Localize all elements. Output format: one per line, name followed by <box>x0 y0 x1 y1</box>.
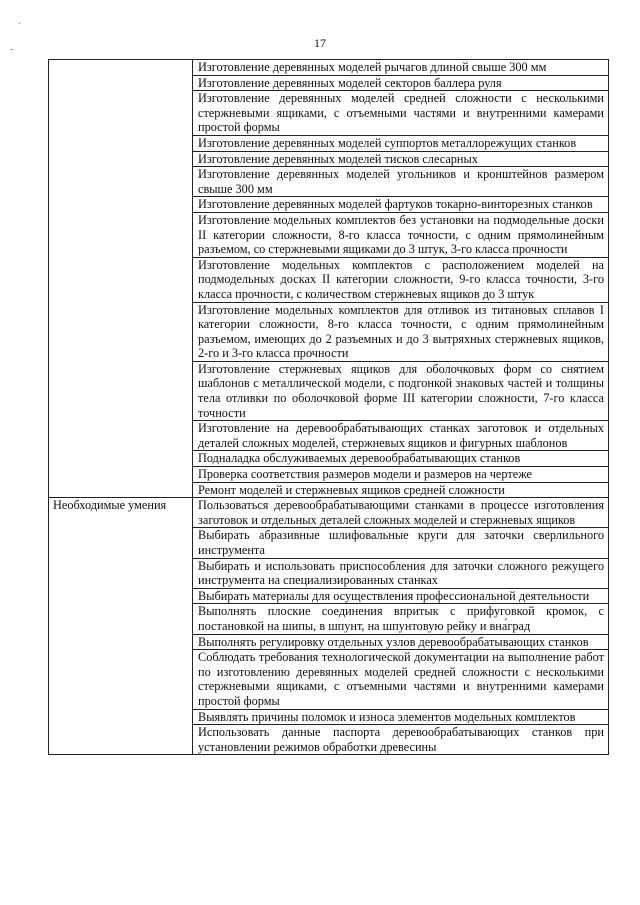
table-cell: Ремонт моделей и стержневых ящиков средней сложности <box>193 482 609 498</box>
table-cell: Проверка соответствия размеров модели и размеров на чертеже <box>193 467 609 483</box>
table-cell: Изготовление на деревообрабатывающих станках заготовок и отдельных деталей сложных моделей, стержневых ящиков и фигурных шаблонов <box>193 421 609 451</box>
table-cell: Изготовление деревянных моделей угольников и кронштейнов размером свыше 300 мм <box>193 167 609 197</box>
table-body <box>49 60 609 755</box>
table-cell: Выполнять плоские соединения впритык с прифуговкой кромок, с постановкой на шипы, в шпунт, на шпунтовую рейку и вна́град <box>193 604 609 634</box>
table-cell: Изготовление деревянных моделей суппортов металлорежущих станков <box>193 135 609 151</box>
table-cell: Изготовление модельных комплектов без установки на подмодельные доски II категории сложности, 8-го класса точности, с одним прямолинейным разъемом, со стержневыми ящиками до 3 штук, 3-го класса прочности <box>193 212 609 257</box>
table-cell: Выбирать материалы для осуществления профессиональной деятельности <box>193 588 609 604</box>
table-cell: Изготовление деревянных моделей рычагов длиной свыше 300 мм <box>193 60 609 76</box>
table-cell: Выявлять причины поломок и износа элементов модельных комплектов <box>193 709 609 725</box>
table-cell: Изготовление деревянных моделей тисков слесарных <box>193 151 609 167</box>
table-cell: Выбирать и использовать приспособления для заточки сложного режущего инструмента на специализированных станках <box>193 558 609 588</box>
table-cell: Использовать данные паспорта деревообрабатывающих станков при установлении режимов обработки древесины <box>193 725 609 755</box>
table-row <box>49 498 609 528</box>
table-cell: Пользоваться деревообрабатывающими станками в процессе изготовления заготовок и отдельных деталей сложных моделей и стержневых ящиков <box>193 498 609 528</box>
table-cell: Выбирать абразивные шлифовальные круги для заточки сверлильного инструмента <box>193 528 609 558</box>
table-cell: Изготовление деревянных моделей секторов баллера руля <box>193 75 609 91</box>
page-number: 17 <box>314 36 326 50</box>
section-label: Необходимые умения <box>49 498 193 755</box>
table-row <box>49 60 609 76</box>
competency-table <box>48 59 609 755</box>
table-cell: Изготовление модельных комплектов для отливок из титановых сплавов I категории сложности, 8-го класса точности, с одним прямолинейным разъемом, имеющих до 2 разъемных и до 3 вытряхных стержневых ящиков, 2-го и 3-го класса прочности <box>193 302 609 361</box>
scan-mark: . <box>18 16 21 27</box>
table-cell: Выполнять регулировку отдельных узлов деревообрабатывающих станков <box>193 634 609 650</box>
table-cell: Соблюдать требования технологической документации на выполнение работ по изготовлению деревянных моделей средней сложности с несколькими стержневыми ящиками, с отъемными частями и внутренними камерами простой формы <box>193 650 609 709</box>
table-cell: Подналадка обслуживаемых деревообрабатывающих станков <box>193 451 609 467</box>
section-label <box>49 60 193 498</box>
table-cell: Изготовление деревянных моделей фартуков токарно-винторезных станков <box>193 197 609 213</box>
scan-mark: - <box>10 44 14 55</box>
table-cell: Изготовление стержневых ящиков для оболочковых форм со снятием шаблонов с металлической модели, с подгонкой знаковых частей и толщины тела отливки по оболочковой форме III категории сложности, 7-го класса точности <box>193 361 609 420</box>
table-cell: Изготовление деревянных моделей средней сложности с несколькими стержневыми ящиками, с отъемными частями и внутренними камерами простой формы <box>193 91 609 136</box>
table-cell: Изготовление модельных комплектов с расположением моделей на подмодельных досках II категории сложности, 9-го класса точности, 3-го класса прочности, с количеством стержневых ящиков до 3 штук <box>193 257 609 302</box>
